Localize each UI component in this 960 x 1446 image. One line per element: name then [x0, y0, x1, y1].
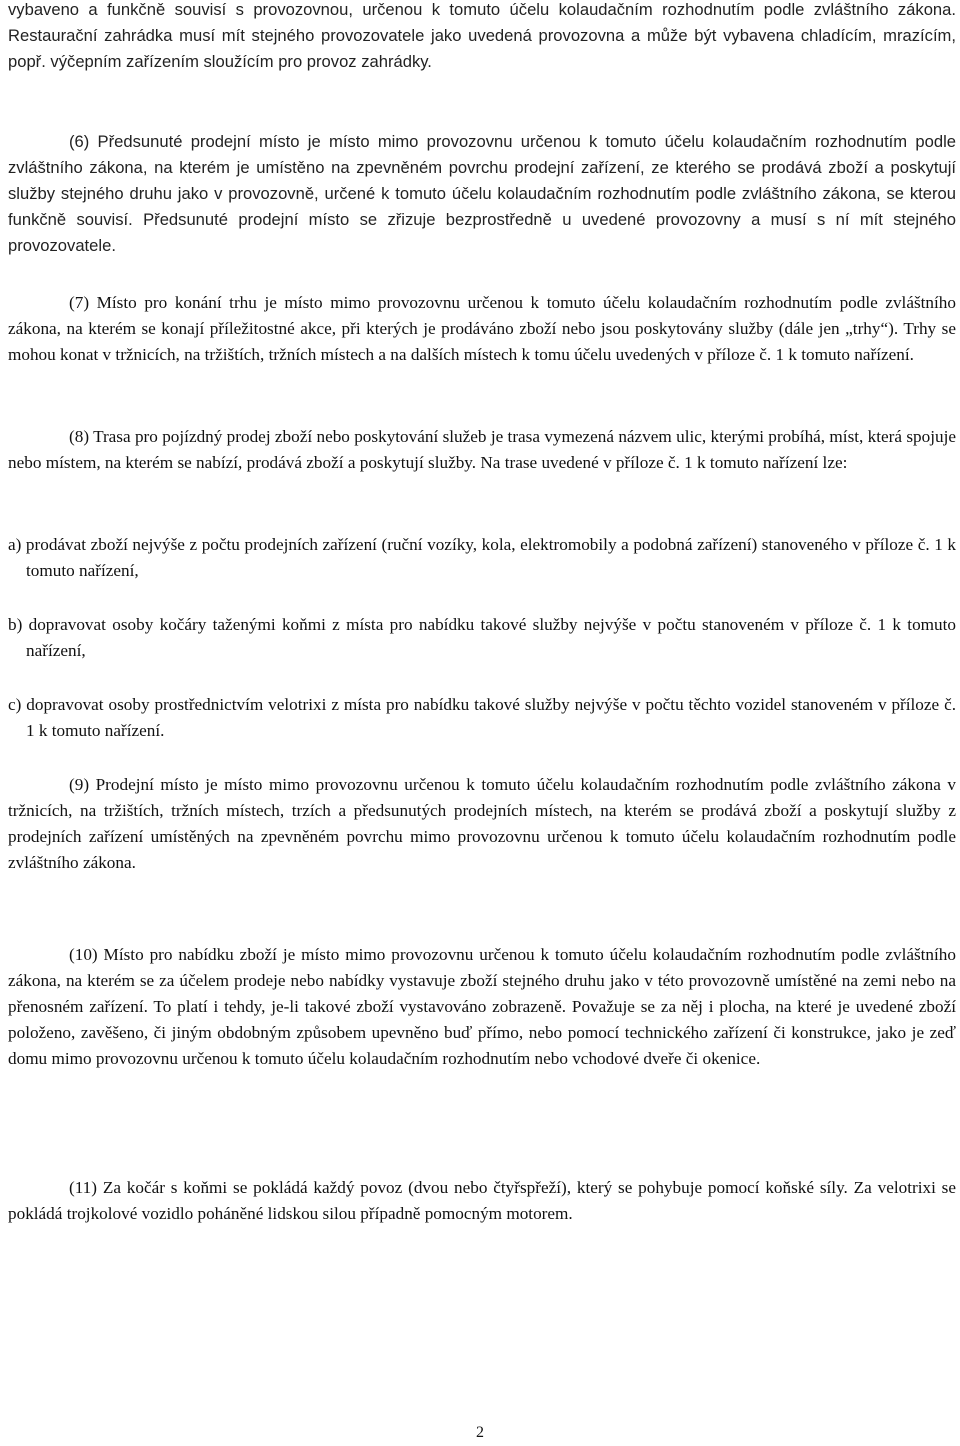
- list-item-b: b) dopravovat osoby kočáry taženými koňmi z místa pro nabídku takové služby nejvýše v počtu stanoveném v příloze č. 1 k tomuto nařízení,: [8, 615, 956, 660]
- list-item-a: a) prodávat zboží nejvýše z počtu prodejních zařízení (ruční vozíky, kola, elektromobily a podobná zařízení) stanoveného v příloze č. 1 k tomuto nařízení,: [8, 535, 956, 580]
- intro-paragraph: vybaveno a funkčně souvisí s provozovnou, určenou k tomuto účelu kolaudačním rozhodnutím podle zvláštního zákona. Restaurační zahrádka musí mít stejného provozovatele jako uvedená provozovna a může být vybavena chladícím, mrazícím, popř. výčepním zařízením sloužícím pro provoz zahrádky.: [8, 0, 956, 71]
- paragraph-10: (10) Místo pro nabídku zboží je místo mimo provozovnu určenou k tomuto účelu kolaudačním rozhodnutím podle zvláštního zákona, na kterém se za účelem prodeje nebo nabídky vystavuje zboží stejného druhu jako v této provozovně umístěné na zemi nebo na přenosném zařízení. To platí i tehdy, je-li takové zboží vystavováno zobrazeně. Považuje se za něj i plocha, na které je uvedené zboží položeno, zavěšeno, či jiným obdobným způsobem upevněno buď přímo, nebo pomocí technického zařízení či konstrukce, jako je zeď domu mimo provozovnu určenou k tomuto účelu kolaudačním rozhodnutím nebo vchodové dveře či okenice.: [8, 945, 956, 1068]
- paragraph-11: (11) Za kočár s koňmi se pokládá každý povoz (dvou nebo čtyřspřeží), který se pohybuje pomocí koňské síly. Za velotrixi se pokládá trojkolové vozidlo poháněné lidskou silou případně pomocným motorem.: [8, 1178, 956, 1223]
- paragraph-6: (6) Předsunuté prodejní místo je místo mimo provozovnu určenou k tomuto účelu kolaudačním rozhodnutím podle zvláštního zákona, na kterém je umístěno na zpevněném povrchu prodejní zařízení, ze kterého se prodává zboží a poskytují služby stejného druhu jako v provozovně, určené k tomuto účelu kolaudačním rozhodnutím podle zvláštního zákona, se kterou funkčně souvisí. Předsunuté prodejní místo se zřizuje bezprostředně u uvedené provozovny a musí s ní mít stejného provozovatele.: [8, 132, 956, 255]
- paragraph-9: (9) Prodejní místo je místo mimo provozovnu určenou k tomuto účelu kolaudačním rozhodnutím podle zvláštního zákona v tržnicích, na tržištích, tržních místech, trzích a předsunutých prodejních místech, na kterém se prodává zboží a poskytují služby z prodejních zařízení umístěných na zpevněném povrchu mimo provozovnu určenou k tomuto účelu kolaudačním rozhodnutím podle zvláštního zákona.: [8, 775, 956, 872]
- list-item-c: c) dopravovat osoby prostřednictvím velotrixi z místa pro nabídku takové služby nejvýše v počtu těchto vozidel stanoveném v příloze č. 1 k tomuto nařízení.: [8, 695, 956, 740]
- paragraph-7: (7) Místo pro konání trhu je místo mimo provozovnu určenou k tomuto účelu kolaudačním rozhodnutím podle zvláštního zákona, na kterém se konají příležitostné akce, při kterých je prodáváno zboží nebo jsou poskytovány služby (dále jen „trhy“). Trhy se mohou konat v tržnicích, na tržištích, tržních místech a na dalších místech k tomu účelu uvedených v příloze č. 1 k tomuto nařízení.: [8, 293, 956, 364]
- page-number: 2: [476, 1424, 484, 1441]
- paragraph-8: (8) Trasa pro pojízdný prodej zboží nebo poskytování služeb je trasa vymezená názvem ulic, kterými probíhá, míst, která spojuje nebo místem, na kterém se nabízí, prodává zboží a poskytují služby. Na trase uvedené v příloze č. 1 k tomuto nařízení lze:: [8, 427, 956, 472]
